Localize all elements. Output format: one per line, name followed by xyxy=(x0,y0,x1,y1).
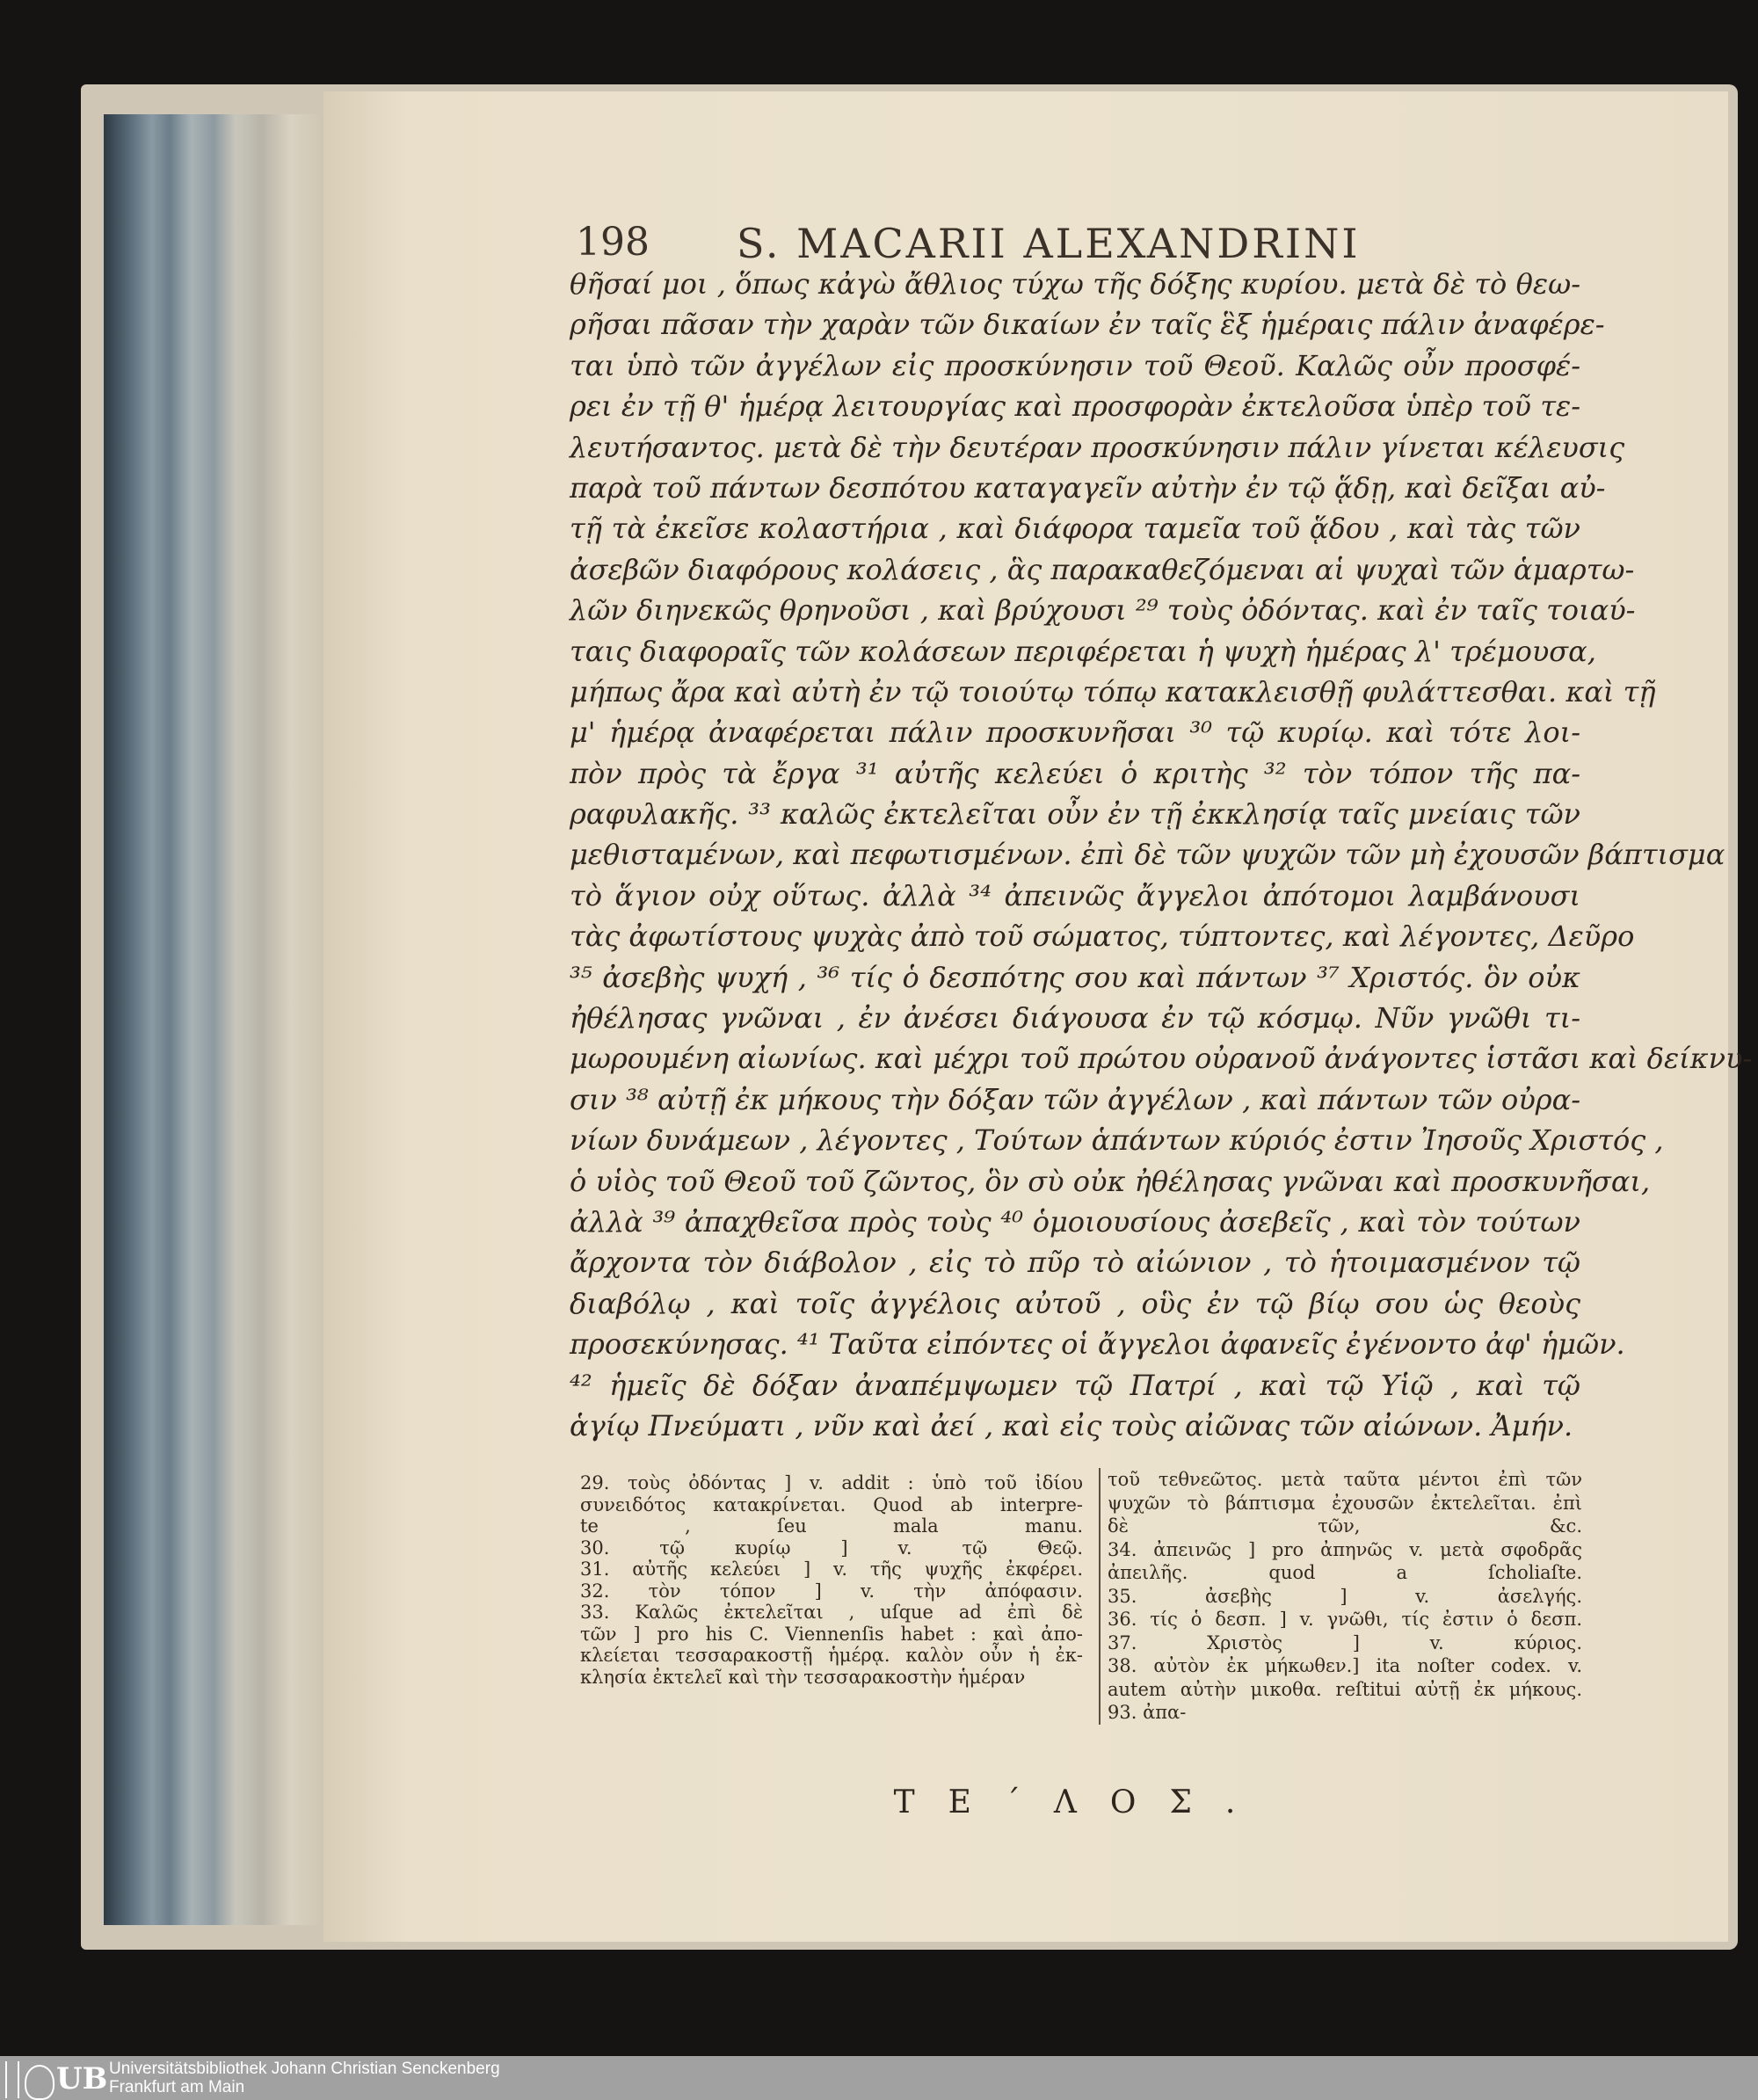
footnote-line: 35. ἀσεβὴς ] v. ἀσελγής. xyxy=(1108,1585,1582,1607)
footnote-line: te , ſeu mala manu. xyxy=(580,1515,1083,1537)
text-line: νίων δυνάμεων , λέγοντες , Τούτων ἁπάντων κύριός ἐστιν Ἰησοῦς Χριστός , xyxy=(570,1123,1664,1158)
footnote-line: συνειδότος κατακρίνεται. Quod ab interpre- xyxy=(580,1493,1083,1515)
text-line: προσεκύνησας. ⁴¹ Ταῦτα εἰπόντες οἱ ἄγγελοι ἀφανεῖς ἐγένοντο ἀφ' ἡμῶν. xyxy=(570,1327,1625,1362)
footnote-line: 38. αὐτὸν ἐκ μήκωθεν.] ita noſter codex. v. xyxy=(1108,1655,1582,1676)
footnote-line: 33. Καλῶς ἐκτελεῖται , uſque ad ἐπὶ δὲ xyxy=(580,1602,1083,1623)
text-line: λευτήσαντος. μετὰ δὲ τὴν δευτέραν προσκύνησιν πάλιν γίνεται κέλευσις xyxy=(570,430,1625,464)
library-line-1: Universitätsbibliothek Johann Christian Senckenberg xyxy=(109,2060,500,2078)
text-line: ⁴² ἡμεῖς δὲ δόξαν ἀναπέμψωμεν τῷ Πατρί , καὶ τῷ Υἱῷ , καὶ τῷ xyxy=(570,1368,1580,1402)
footnote-line: 32. τὸν τόπον ] v. τὴν ἀπόφασιν. xyxy=(580,1580,1083,1602)
footnotes-right-column xyxy=(1099,1468,1582,1725)
footnotes-left-column xyxy=(580,1472,1083,1688)
footnote-line: ψυχῶν τὸ βάπτισμα ἐχουσῶν ἐκτελεῖται. ἐπὶ xyxy=(1108,1492,1582,1514)
ub-logo xyxy=(5,2060,108,2098)
text-line: τῇ τὰ ἐκεῖσε κολαστήρια , καὶ διάφορα ταμεῖα τοῦ ᾅδου , καὶ τὰς τῶν xyxy=(570,512,1580,546)
text-line: λῶν διηνεκῶς θρηνοῦσι , καὶ βρύχουσι ²⁹ τοὺς ὀδόντας. καὶ ἐν ταῖς τοιαύ- xyxy=(570,593,1636,628)
text-line: μήπως ἄρα καὶ αὐτὴ ἐν τῷ τοιούτῳ τόπῳ κατακλεισθῇ φυλάττεσθαι. καὶ τῇ xyxy=(570,674,1656,708)
telos-end-mark: ΤΕ΄ΛΟΣ. xyxy=(893,1784,1269,1820)
footnote-line: 30. τῷ κυρίῳ ] v. τῷ Θεῷ. xyxy=(580,1537,1083,1559)
text-line: ἀσεβῶν διαφόρους κολάσεις , ἃς παρακαθεζόμεναι αἱ ψυχαὶ τῶν ἁμαρτω- xyxy=(570,552,1635,586)
portrait-icon xyxy=(25,2065,54,2100)
text-line: πὸν πρὸς τὰ ἔργα ³¹ αὐτῆς κελεύει ὁ κριτὴς ³² τὸν τόπον τῆς πα- xyxy=(570,756,1580,790)
text-line: σιν ³⁸ αὐτῇ ἐκ μήκους τὴν δόξαν τῶν ἀγγέλων , καὶ πάντων τῶν οὐρα- xyxy=(570,1082,1580,1116)
text-line: διαβόλῳ , καὶ τοῖς ἀγγέλοις αὐτοῦ , οὓς ἐν τῷ βίῳ σου ὡς θεοὺς xyxy=(570,1286,1580,1320)
text-line: θῆσαί μοι , ὅπως κἀγὼ ἄθλιος τύχω τῆς δόξης κυρίου. μετὰ δὲ τὸ θεω- xyxy=(570,267,1580,301)
page-edges xyxy=(104,114,323,1925)
text-line: ³⁵ ἀσεβὴς ψυχή , ³⁶ τίς ὁ δεσπότης σου καὶ πάντων ³⁷ Χριστός. ὃν οὐκ xyxy=(570,960,1580,994)
text-line: ὁ υἱὸς τοῦ Θεοῦ τοῦ ζῶντος, ὃν σὺ οὐκ ἠθέλησας γνῶναι καὶ προσκυνῆσαι, xyxy=(570,1164,1651,1198)
footnote-line: 93. ἀπα- xyxy=(1108,1702,1187,1723)
library-footer-bar xyxy=(0,2056,1758,2100)
footnote-line: autem αὐτὴν μικοθα. reſtitui αὐτῇ ἐκ μήκους. xyxy=(1108,1678,1582,1700)
page-number: 198 xyxy=(576,220,650,265)
text-line: ρῆσαι πᾶσαν τὴν χαρὰν τῶν δικαίων ἐν ταῖς ἓξ ἡμέραις πάλιν ἀναφέρε- xyxy=(570,308,1605,342)
text-line: παρὰ τοῦ πάντων δεσπότου καταγαγεῖν αὐτὴν ἐν τῷ ᾅδῃ, καὶ δεῖξαι αὐ- xyxy=(570,470,1606,505)
footnote-line: ἀπειλῆς. quod a ſcholiaſte. xyxy=(1108,1562,1582,1583)
footnote-line: δὲ τῶν, &c. xyxy=(1108,1515,1582,1537)
running-head: S. MACARII ALEXANDRINI xyxy=(737,220,1361,267)
text-line: ἁγίῳ Πνεύματι , νῦν καὶ ἀεί , καὶ εἰς τοὺς αἰῶνας τῶν αἰώνων. Ἀμήν. xyxy=(570,1408,1573,1442)
footnote-line: 36. τίς ὁ δεσπ. ] v. γνῶθι, τίς ἐστιν ὁ δεσπ. xyxy=(1108,1609,1582,1630)
text-line: ρει ἐν τῇ θ' ἡμέρᾳ λειτουργίας καὶ προσφορὰν ἐκτελοῦσα ὑπὲρ τοῦ τε- xyxy=(570,389,1580,424)
footnote-line: τῶν ] pro his C. Viennenſis habet : καὶ ἀπο- xyxy=(580,1623,1083,1645)
text-line: τὸ ἅγιον οὐχ οὕτως. ἀλλὰ ³⁴ ἀπεινῶς ἄγγελοι ἀπότομοι λαμβάνουσι xyxy=(570,878,1580,912)
footnote-line: κλησία ἐκτελεῖ καὶ τὴν τεσσαρακοστὴν ἡμέραν xyxy=(580,1666,1026,1688)
text-line: ἠθέλησας γνῶναι , ἐν ἀνέσει διάγουσα ἐν τῷ κόσμῳ. Νῦν γνῶθι τι- xyxy=(570,1001,1580,1035)
text-line: ταις διαφοραῖς τῶν κολάσεων περιφέρεται ἡ ψυχὴ ἡμέρας λ' τρέμουσα, xyxy=(570,634,1596,668)
logo-text: UB xyxy=(56,2061,108,2096)
text-line: ἄρχοντα τὸν διάβολον , εἰς τὸ πῦρ τὸ αἰώνιον , τὸ ἡτοιμασμένον τῷ xyxy=(570,1246,1580,1280)
text-line: μεθισταμένων, καὶ πεφωτισμένων. ἐπὶ δὲ τῶν ψυχῶν τῶν μὴ ἐχουσῶν βάπτισμα xyxy=(570,838,1725,872)
text-line: ἀλλὰ ³⁹ ἀπαχθεῖσα πρὸς τοὺς ⁴⁰ ὁμοιουσίους ἀσεβεῖς , καὶ τὸν τούτων xyxy=(570,1204,1580,1239)
footnote-line: 29. τοὺς ὀδόντας ] v. addit : ὑπὸ τοῦ ἰδίου xyxy=(580,1472,1083,1493)
library-name xyxy=(109,2060,500,2096)
footnote-line: 31. αὐτῆς κελεύει ] v. τῆς ψυχῆς ἐκφέρει. xyxy=(580,1559,1083,1580)
column-icon xyxy=(5,2061,19,2098)
footnote-line: 37. Χριστὸς ] v. κύριος. xyxy=(1108,1631,1582,1653)
main-text xyxy=(570,264,1753,1446)
footnote-line: τοῦ τεθνεῶτος. μετὰ ταῦτα μέντοι ἐπὶ τῶν xyxy=(1108,1469,1582,1490)
text-line: τὰς ἀφωτίστους ψυχὰς ἀπὸ τοῦ σώματος, τύπτοντες, καὶ λέγοντες, Δεῦρο xyxy=(570,919,1635,954)
text-line: ται ὑπὸ τῶν ἀγγέλων εἰς προσκύνησιν τοῦ Θεοῦ. Καλῶς οὖν προσφέ- xyxy=(570,348,1580,382)
text-line: ραφυλακῆς. ³³ καλῶς ἐκτελεῖται οὖν ἐν τῇ ἐκκλησίᾳ ταῖς μνείαις τῶν xyxy=(570,797,1580,832)
text-line: μ' ἡμέρᾳ ἀναφέρεται πάλιν προσκυνῆσαι ³⁰ τῷ κυρίῳ. καὶ τότε λοι- xyxy=(570,716,1580,750)
library-line-2: Frankfurt am Main xyxy=(109,2078,245,2096)
footnote-line: 34. ἀπεινῶς ] pro ἀπηνῶς v. μετὰ σφοδρᾶς xyxy=(1108,1538,1582,1560)
text-line: μωρουμένη αἰωνίως. καὶ μέχρι τοῦ πρώτου οὐρανοῦ ἀνάγοντες ἱστᾶσι καὶ δείκνυ- xyxy=(570,1042,1753,1076)
footnote-line: κλείεται τεσσαρακοστῇ ἡμέρᾳ. καλὸν οὖν ἡ ἐκ- xyxy=(580,1645,1083,1666)
